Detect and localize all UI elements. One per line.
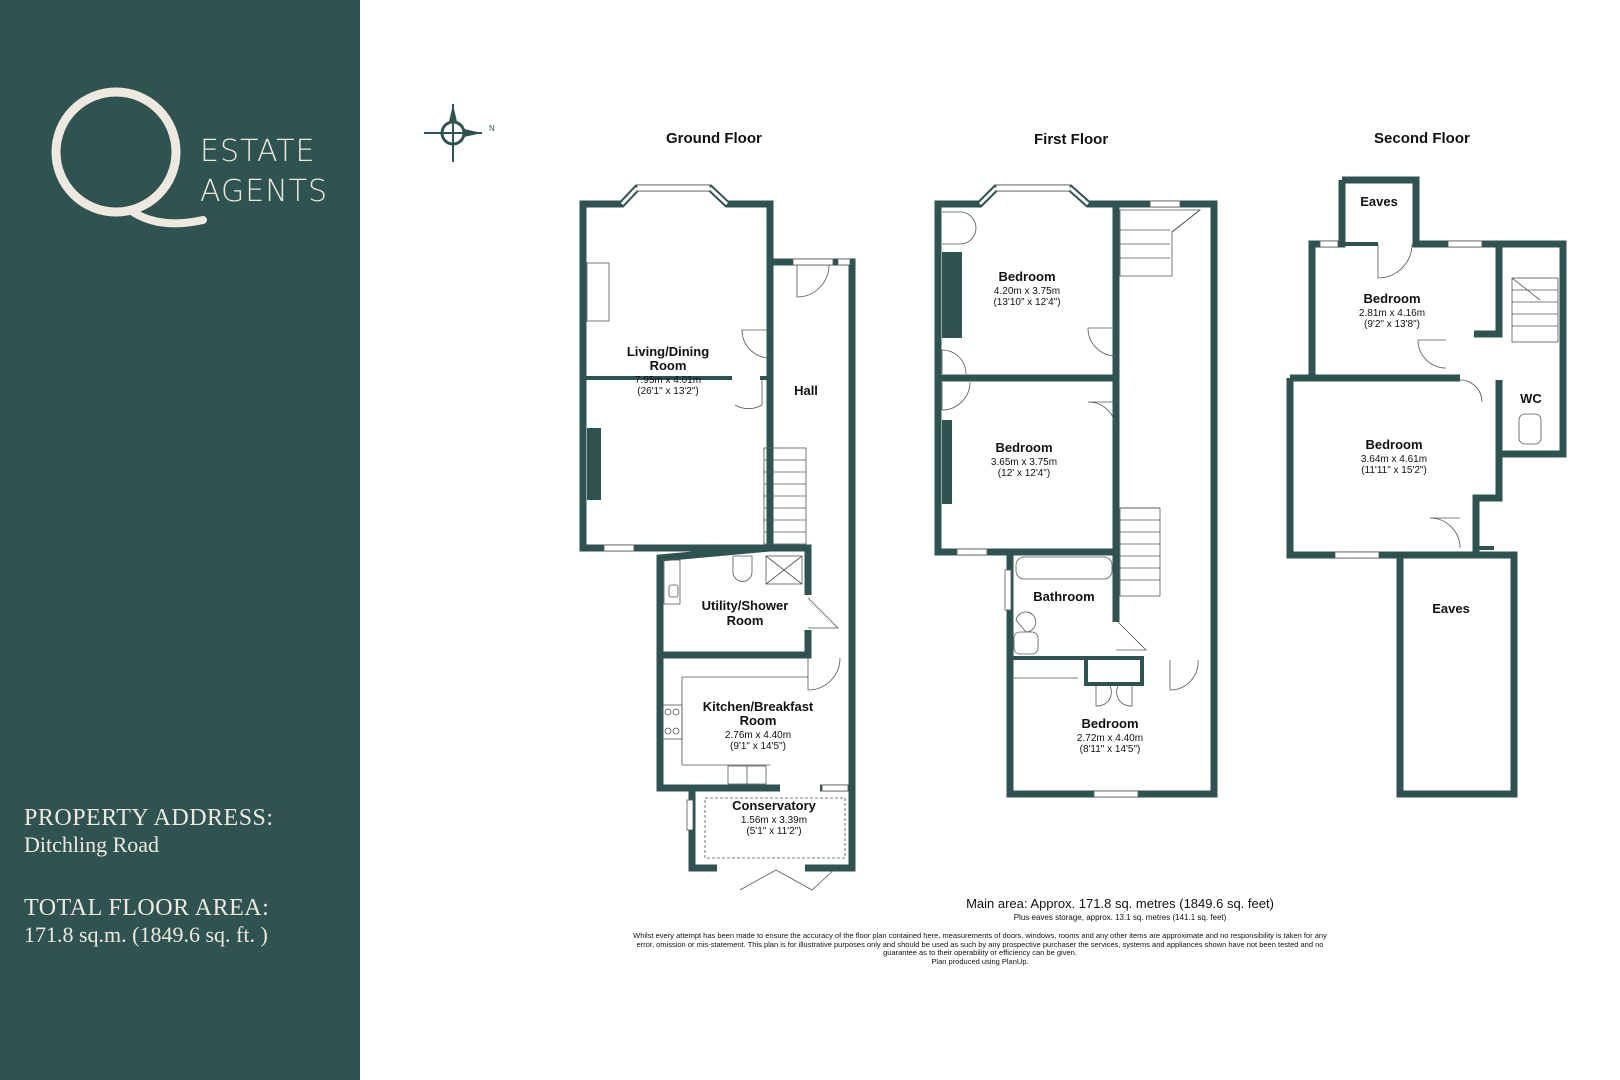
disclaimer-line-3: guarantee as to their operability or efficiency can be given. bbox=[883, 948, 1077, 957]
disclaimer bbox=[580, 932, 1380, 966]
first-floor-plan bbox=[938, 185, 1214, 797]
logo-text-agents: AGENTS bbox=[200, 174, 329, 209]
room-hall-label: Hall bbox=[794, 383, 818, 398]
compass-icon bbox=[424, 104, 495, 162]
disclaimer-line-4: Plan produced using PlanUp. bbox=[931, 956, 1029, 966]
room-bedroom-top-imperial: (9'2" x 13'8") bbox=[1364, 319, 1420, 330]
room-bedroom-large-imperial: (11'11" x 15'2") bbox=[1361, 465, 1427, 476]
room-kitchen-imperial: (9'1" x 14'5") bbox=[730, 741, 786, 752]
sidebar bbox=[0, 0, 360, 1080]
room-living-dining-imperial: (26'1" x 13'2") bbox=[637, 386, 699, 397]
footer-eaves: Plus eaves storage, approx. 13.1 sq. metres (141.1 sq. feet) bbox=[1013, 913, 1227, 922]
logo-text-estate: ESTATE bbox=[200, 134, 316, 169]
room-bedroom-1-label: Bedroom bbox=[998, 269, 1056, 284]
room-bedroom-top-metric: 2.81m x 4.16m bbox=[1358, 308, 1426, 319]
floor-title-first: First Floor bbox=[1034, 131, 1109, 148]
room-kitchen-label-2: Room bbox=[739, 713, 777, 728]
room-bedroom-2-label: Bedroom bbox=[995, 440, 1053, 455]
room-eaves-bottom-label: Eaves bbox=[1432, 601, 1470, 616]
room-bedroom-3-imperial: (8'11" x 14'5") bbox=[1079, 744, 1141, 755]
ground-floor-plan bbox=[583, 185, 852, 890]
disclaimer-line-2: error, omission or mis-statement. This plan is for illustrative purposes only and should be used as such by any prospective purchaser the services, systems and appliances shown have not been tested and no bbox=[636, 939, 1324, 949]
room-living-dining-label-1: Living/Dining bbox=[626, 344, 710, 359]
room-kitchen-label-1: Kitchen/Breakfast bbox=[702, 699, 814, 714]
room-utility-label-1: Utility/Shower bbox=[701, 598, 789, 613]
floor-title-second: Second Floor bbox=[1374, 130, 1470, 147]
room-bedroom-large-label: Bedroom bbox=[1365, 437, 1423, 452]
room-bedroom-1-metric: 4.20m x 3.75m bbox=[993, 286, 1061, 297]
floor-plan-area bbox=[360, 0, 1620, 1080]
room-bedroom-top-label: Bedroom bbox=[1363, 291, 1421, 306]
second-floor-plan bbox=[1290, 180, 1563, 794]
room-utility-label-2: Room bbox=[726, 613, 764, 628]
area-label: TOTAL FLOOR AREA: bbox=[24, 895, 270, 921]
room-living-dining-label-2: Room bbox=[649, 358, 687, 373]
room-conservatory-metric: 1.56m x 3.39m bbox=[740, 815, 808, 826]
address-label: PROPERTY ADDRESS: bbox=[24, 805, 274, 831]
room-bedroom-2-imperial: (12' x 12'4") bbox=[997, 468, 1051, 479]
area-value: 171.8 sq.m. (1849.6 sq. ft. ) bbox=[24, 922, 268, 947]
logo bbox=[38, 80, 338, 240]
room-conservatory-imperial: (5'1" x 11'2") bbox=[746, 826, 802, 837]
disclaimer-line-1: Whilst every attempt has been made to ensure the accuracy of the floor plan contained here, measurements of doors, windows, rooms and any other items are approximate and no responsibility is taken for any bbox=[633, 931, 1327, 940]
room-bedroom-3-label: Bedroom bbox=[1081, 716, 1139, 731]
room-conservatory-label: Conservatory bbox=[732, 798, 816, 813]
room-bedroom-3-metric: 2.72m x 4.40m bbox=[1076, 733, 1144, 744]
room-bedroom-2-metric: 3.65m x 3.75m bbox=[990, 457, 1058, 468]
floor-title-ground: Ground Floor bbox=[666, 130, 762, 147]
room-bedroom-large-metric: 3.64m x 4.61m bbox=[1360, 454, 1428, 465]
room-bathroom-label: Bathroom bbox=[1033, 589, 1095, 604]
room-wc-label: WC bbox=[1520, 391, 1542, 406]
room-eaves-top-label: Eaves bbox=[1360, 194, 1398, 209]
q-logo-mark bbox=[38, 80, 218, 240]
compass-letter: N bbox=[489, 124, 495, 133]
room-bedroom-1-imperial: (13'10" x 12'4") bbox=[993, 297, 1061, 308]
footer-main-area: Main area: Approx. 171.8 sq. metres (1849.6 sq. feet) bbox=[966, 896, 1274, 911]
room-living-dining-metric: 7.95m x 4.01m bbox=[634, 375, 702, 386]
address-value: Ditchling Road bbox=[24, 832, 160, 857]
room-kitchen-metric: 2.76m x 4.40m bbox=[724, 730, 792, 741]
